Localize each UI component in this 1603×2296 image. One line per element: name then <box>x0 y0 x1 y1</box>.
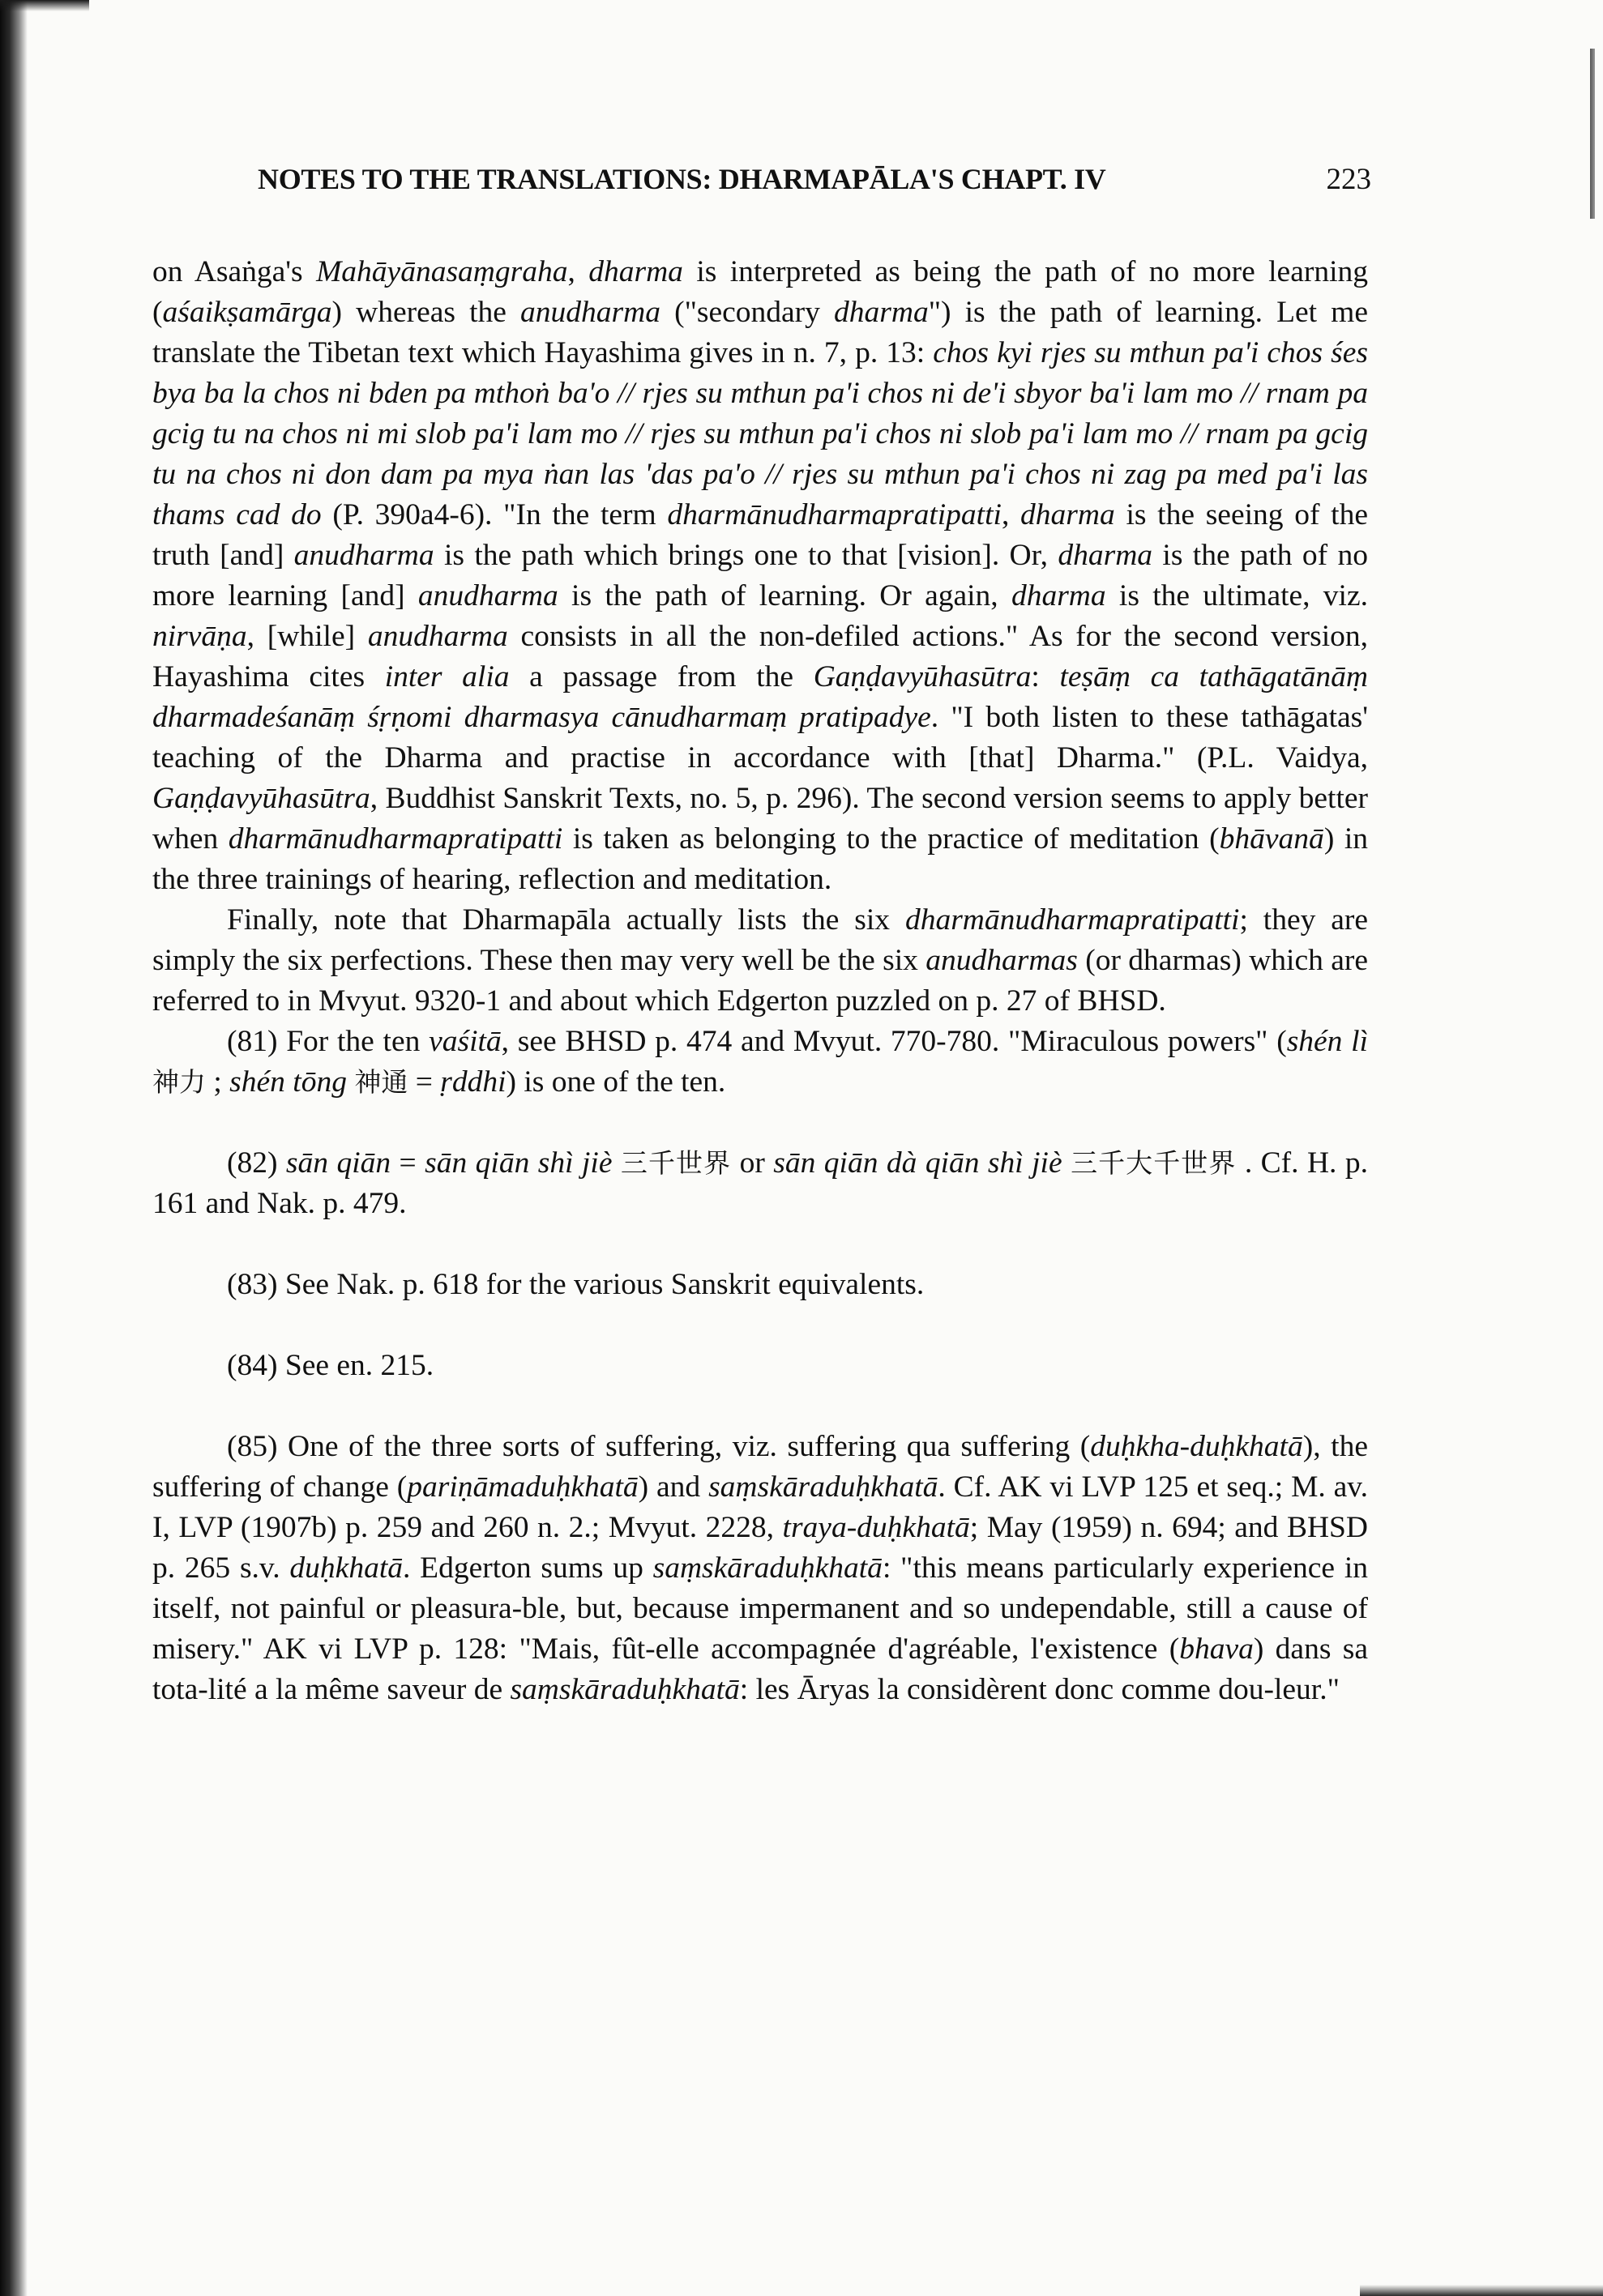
italic-term: bhāvanā <box>1219 822 1324 856</box>
italic-term: sān qiān <box>285 1146 391 1180</box>
text-run: : "this means particularly experience in itself, not painful or pleasura-ble, but, because impermanent and so undependable, still a cause of misery." AK vi LVP p. 128: "Mais, fût-elle accompagnée d'agréable, l'existence ( <box>152 1551 1368 1666</box>
italic-term: anudharma <box>417 579 558 612</box>
italic-term: nirvāṇa <box>152 620 247 653</box>
note-81 <box>152 1022 1368 1103</box>
italic-term: bhava <box>1179 1632 1254 1666</box>
text-run: . Cf. H. p. 161 and Nak. p. 479. <box>152 1146 1368 1220</box>
text-run: ) in the three trainings of hearing, reflection and meditation. <box>152 822 1368 896</box>
text-run: . "I both listen to these tathāgatas' teaching of the Dharma and practise in accordance with [that] Dharma." (P.L. Vaidya, <box>152 701 1368 775</box>
text-run: = <box>408 1065 441 1099</box>
italic-term: saṃskāraduḥkhatā <box>652 1551 883 1585</box>
chinese-characters: 神通 <box>354 1066 408 1098</box>
text-run: , <box>567 255 589 288</box>
italic-term: shén lì <box>1286 1025 1368 1058</box>
scan-mark-right <box>1590 49 1595 219</box>
text-run: ), the suffering of change ( <box>152 1430 1368 1504</box>
paragraph-finally <box>152 900 1368 1022</box>
italic-term: dharmānudharmapratipatti <box>667 498 1002 531</box>
italic-term: anudharmas <box>925 944 1078 977</box>
italic-term: anudharma <box>293 539 434 572</box>
text-run: ) and <box>638 1470 709 1504</box>
italic-term: pariṇāmaduḥkhatā <box>407 1470 639 1504</box>
italic-term: sān qiān dà qiān shì jiè <box>773 1146 1062 1180</box>
text-run: (82) <box>227 1146 286 1180</box>
italic-term: dharmānudharmapratipatti <box>228 822 563 856</box>
text-run: ("secondary <box>660 296 835 329</box>
page <box>152 162 1371 1710</box>
text-run <box>1062 1146 1071 1180</box>
italic-term: dharma <box>1020 498 1115 531</box>
italic-term: traya-duḥkhatā <box>782 1511 970 1544</box>
text-run: (81) For the ten <box>227 1025 430 1058</box>
text-run: Finally, note that Dharmapāla actually lists the six <box>227 903 905 937</box>
text-run: (83) See Nak. p. 618 for the various Sanskrit equivalents. <box>227 1268 925 1301</box>
italic-term: saṃskāraduḥkhatā <box>510 1673 740 1706</box>
chinese-characters: 三千世界 <box>620 1147 732 1179</box>
running-head <box>258 162 1371 197</box>
text-run: , [while] <box>246 620 368 653</box>
italic-term: shén tōng <box>229 1065 347 1099</box>
note-82 <box>152 1143 1368 1224</box>
text-run: (P. 390a4-6). "In the term <box>321 498 668 531</box>
italic-term: vaśitā <box>429 1025 502 1058</box>
text-run: , see BHSD p. 474 and Mvyut. 770-780. "Miraculous powers" ( <box>501 1025 1287 1058</box>
italic-term: anudharma <box>520 296 660 329</box>
italic-term: dharma <box>1011 579 1106 612</box>
text-run: , <box>1001 498 1021 531</box>
text-run: is the seeing of the truth [and] <box>152 498 1368 572</box>
italic-term: anudharma <box>367 620 508 653</box>
italic-term: saṃskāraduḥkhatā <box>708 1470 938 1504</box>
text-run: ) whereas the <box>331 296 521 329</box>
text-run <box>347 1065 354 1099</box>
scan-edge-left <box>0 0 28 2296</box>
body-text <box>152 252 1368 1710</box>
italic-term: inter alia <box>384 660 510 693</box>
paragraph-continuation <box>152 252 1368 900</box>
page-number: 223 <box>1326 163 1371 196</box>
italic-term: ṛddhi <box>440 1065 507 1099</box>
text-run: is the path of no more learning [and] <box>152 539 1368 612</box>
text-run: ; May (1959) n. 694; and BHSD p. 265 s.v. <box>152 1511 1368 1585</box>
text-run: . Edgerton sums up <box>403 1551 653 1585</box>
text-run: a passage from the <box>509 660 814 693</box>
italic-term: dharmānudharmapratipatti <box>904 903 1240 937</box>
italic-term: dharma <box>834 296 929 329</box>
text-run: on Asaṅga's <box>152 255 317 288</box>
text-run: or <box>731 1146 774 1180</box>
italic-term: sān qiān shì jiè <box>425 1146 613 1180</box>
text-run: : <box>1031 660 1060 693</box>
italic-term: dharma <box>1058 539 1153 572</box>
italic-term: Gaṇḍavyūhasūtra <box>813 660 1032 693</box>
text-run: = <box>391 1146 425 1180</box>
text-run: (84) See en. 215. <box>227 1349 434 1382</box>
text-run: ) dans sa tota-lité a la même saveur de <box>152 1632 1368 1706</box>
text-run: is interpreted as being the path of no more learning ( <box>152 255 1368 329</box>
text-run: . Cf. AK vi LVP 125 et seq.; M. av. I, LVP (1907b) p. 259 and 260 n. 2.; Mvyut. 2228, <box>152 1470 1369 1544</box>
text-run <box>612 1146 620 1180</box>
note-84 <box>152 1346 1368 1386</box>
text-run: : les Āryas la considèrent donc comme dou-leur." <box>739 1673 1340 1706</box>
note-85 <box>152 1427 1368 1710</box>
italic-term: chos kyi rjes su mthun pa'i chos śes bya ba la chos ni bden pa mthoṅ ba'o // rjes su mthun pa'i chos ni de'i sbyor ba'i lam mo // rnam pa gcig tu na chos ni mi slob pa'i lam mo // rjes su mthun pa'i chos ni slob pa'i lam mo // rnam pa gcig tu na chos ni don dam pa mya ṅan las 'das pa'o // rjes su mthun pa'i chos ni zag pa med pa'i las thams cad do <box>152 336 1368 531</box>
text-run: ") is the path of learning. Let me translate the Tibetan text which Hayashima gives in n. 7, p. 13: <box>152 296 1368 369</box>
text-run: ; they are simply the six perfections. These then may very well be the six <box>152 903 1368 977</box>
running-title: NOTES TO THE TRANSLATIONS: DHARMAPĀLA'S CHAPT. IV <box>258 163 1106 195</box>
text-run: (85) One of the three sorts of suffering, viz. suffering qua suffering ( <box>227 1430 1091 1463</box>
text-run: , Buddhist Sanskrit Texts, no. 5, p. 296). The second version seems to apply better when <box>152 782 1368 856</box>
italic-term: Gaṇḍavyūhasūtra <box>152 782 370 815</box>
italic-term: aśaikṣamārga <box>162 296 332 329</box>
scan-edge-top <box>0 0 89 11</box>
text-run: ) is one of the ten. <box>506 1065 726 1099</box>
scan-mark-bottom <box>1360 2285 1603 2296</box>
italic-term: dharma <box>588 255 683 288</box>
italic-term: Mahāyānasaṃgraha <box>316 255 568 288</box>
text-run: is taken as belonging to the practice of meditation ( <box>562 822 1220 856</box>
chinese-characters: 神力 <box>152 1066 206 1098</box>
text-run: is the path which brings one to that [vision]. Or, <box>434 539 1058 572</box>
italic-term: duḥkha-duḥkhatā <box>1090 1430 1303 1463</box>
text-run: is the ultimate, viz. <box>1105 579 1368 612</box>
chinese-characters: 三千大千世界 <box>1071 1147 1237 1179</box>
text-run: (or dharmas) which are referred to in Mvyut. 9320-1 and about which Edgerton puzzled on p. 27 of BHSD. <box>152 944 1369 1018</box>
text-run: is the path of learning. Or again, <box>558 579 1011 612</box>
note-83 <box>152 1265 1368 1305</box>
text-run: ; <box>206 1065 230 1099</box>
italic-term: teṣāṃ ca tathāgatānāṃ dharmadeśanāṃ śṛṇomi dharmasya cānudharmaṃ pratipadye <box>152 660 1368 734</box>
text-run: consists in all the non-defiled actions." As for the second version, Hayashima cites <box>152 620 1368 693</box>
italic-term: duḥkhatā <box>289 1551 403 1585</box>
